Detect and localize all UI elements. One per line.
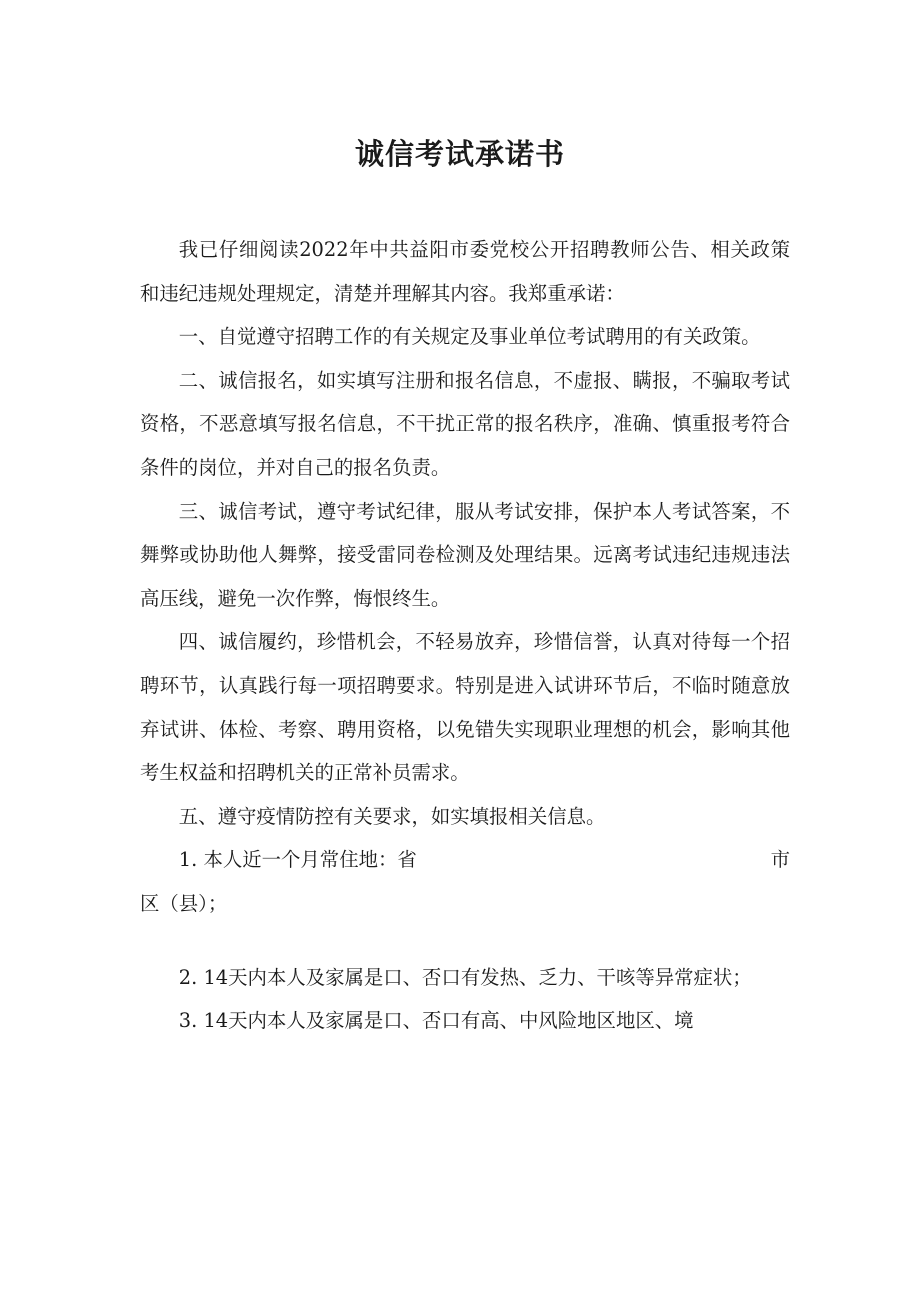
risk-area-item: 3. 14天内本人及家属是口、否口有高、中风险地区地区、境 (178, 1009, 694, 1033)
pledge-item-1: 一、自觉遵守招聘工作的有关规定及事业单位考试聘用的有关政策。 (178, 325, 761, 349)
residence-province-label: 1. 本人近一个月常住地：省 (178, 848, 417, 872)
residence-city-label: 市 (770, 848, 790, 872)
residence-district-label: 区（县）； (140, 891, 228, 915)
pledge-item-3: 三、诚信考试，遵守考试纪律，服从考试安排，保护本人考试答案，不舞弊或协助他人舞弊，接受雷同卷检测及处理结果。远离考试违纪违规违法高压线，避免一次作弊，悔恨终生。 (140, 499, 790, 610)
pledge-item-4: 四、诚信履约，珍惜机会，不轻易放弃，珍惜信誉，认真对待每一个招聘环节，认真践行每一项招聘要求。特别是进入试讲环节后，不临时随意放弃试讲、体检、考察、聘用资格，以免错失实现职业理想的机会，影响其他考生权益和招聘机关的正常补员需求。 (140, 630, 790, 785)
intro-paragraph: 我已仔细阅读2022年中共益阳市委党校公开招聘教师公告、相关政策和违纪违规处理规定，清楚并理解其内容。我郑重承诺： (140, 238, 790, 305)
residence-field-line (140, 838, 790, 882)
document-body (140, 228, 790, 1043)
document-title: 诚信考试承诺书 (354, 137, 565, 171)
symptoms-item: 2. 14天内本人及家属是口、否口有发热、乏力、干咳等异常症状； (178, 965, 752, 989)
pledge-item-2: 二、诚信报名，如实填写注册和报名信息，不虚报、瞒报，不骗取考试资格，不恶意填写报名信息，不干扰正常的报名秩序，准确、慎重报考符合条件的岗位，并对自己的报名负责。 (140, 368, 790, 479)
pledge-item-5: 五、遵守疫情防控有关要求，如实填报相关信息。 (178, 804, 606, 828)
